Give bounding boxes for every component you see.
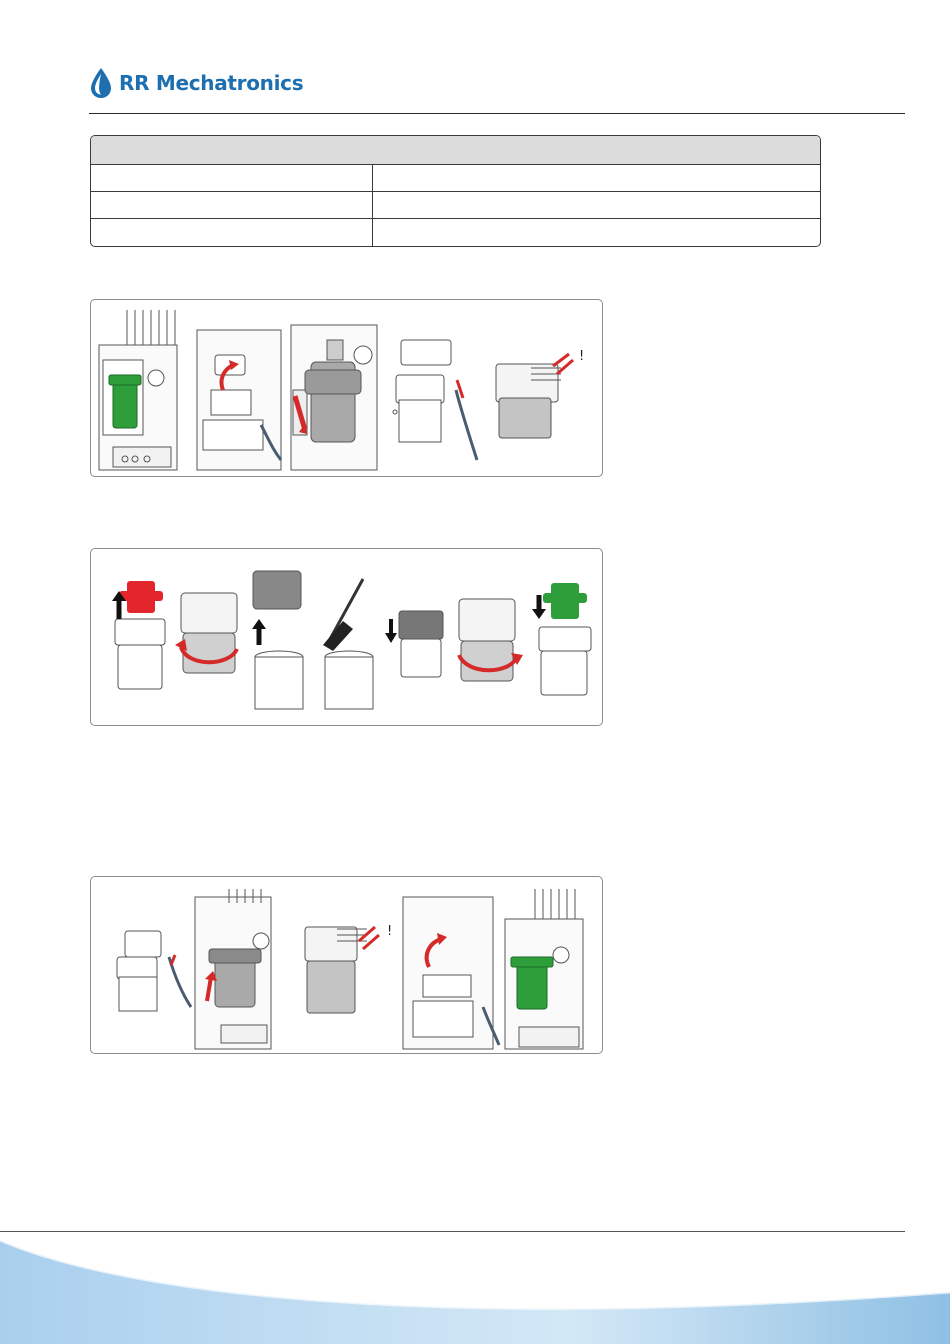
illustration-panel-installation [90, 876, 603, 1054]
grey-canister-body [307, 961, 355, 1013]
pump-head-drawing [253, 571, 301, 609]
spec-table-header [91, 136, 820, 165]
table-row [91, 219, 820, 246]
canister-body-drawing [183, 633, 235, 673]
jar-drawing [118, 645, 162, 689]
double-arrow-red-icon [359, 927, 379, 949]
table-cell-label [91, 192, 373, 218]
warning-callout: ! [579, 349, 585, 364]
green-filter-flange [543, 593, 587, 603]
canister-hose-drawing [393, 340, 477, 460]
arrowhead-black-icon [532, 609, 546, 619]
brand-logo [89, 66, 303, 100]
table-cell-label [91, 219, 373, 246]
cleaning-illustration [91, 549, 603, 726]
arrowhead-black-icon [385, 633, 397, 643]
removal-illustration [91, 300, 603, 477]
canister-top-drawing [181, 593, 237, 633]
red-filter-flange [119, 591, 163, 601]
green-filter-cap [511, 957, 553, 967]
jar-lid-drawing [115, 619, 165, 645]
footer-wave [0, 1232, 950, 1344]
warning-callout: ! [387, 924, 393, 939]
green-filter [517, 963, 547, 1009]
open-jar-drawing [255, 657, 303, 709]
pipe-lift-drawing [197, 330, 281, 470]
installation-illustration [91, 877, 603, 1054]
water-drop-icon [89, 67, 113, 99]
illustration-panel-removal [90, 299, 603, 477]
green-filter [113, 380, 137, 428]
table-cell-value [373, 165, 820, 191]
pump-head-reinsert-drawing [399, 611, 443, 639]
spec-table [90, 135, 821, 247]
header-divider [89, 113, 905, 114]
grey-canister-lid [209, 949, 261, 963]
grey-canister-lid [305, 370, 361, 394]
brand-name: RR Mechatronics [119, 71, 304, 95]
page-header [0, 0, 950, 116]
table-row [91, 165, 820, 192]
machine-with-green-filter-drawing [99, 310, 177, 470]
table-cell-value [373, 219, 820, 246]
green-filter-cap [109, 375, 141, 385]
grey-canister [215, 957, 255, 1007]
arrow-small-red-icon [171, 955, 175, 965]
open-jar-brush-drawing [325, 657, 373, 709]
arrowhead-black-icon [252, 619, 266, 629]
canister-clamp-drawing [496, 364, 561, 438]
table-cell-label [91, 165, 373, 191]
table-row [91, 192, 820, 219]
table-cell-value [373, 192, 820, 218]
illustration-panel-cleaning [90, 548, 603, 726]
